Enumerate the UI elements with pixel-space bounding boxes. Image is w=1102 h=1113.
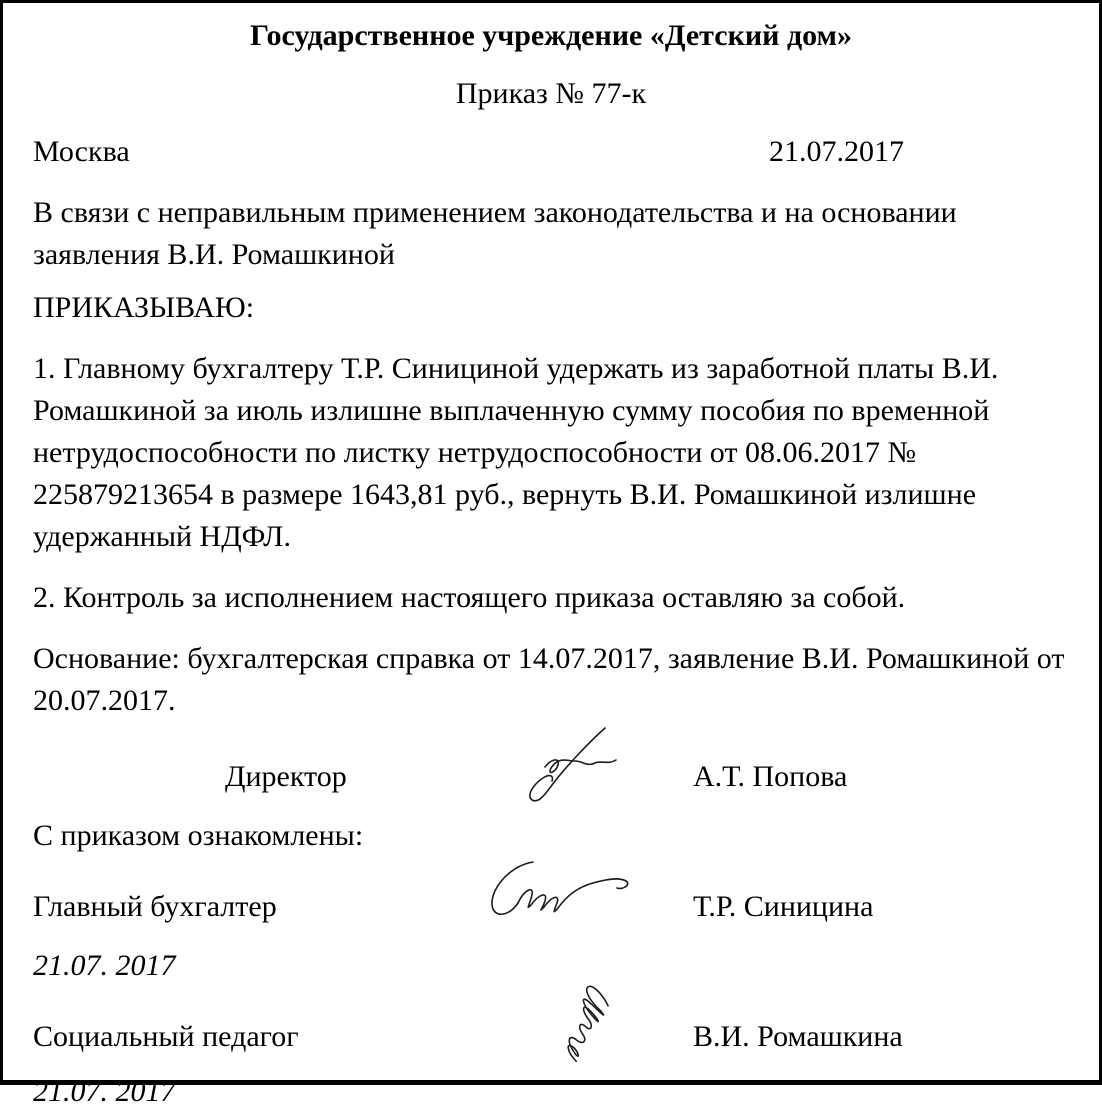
basis-paragraph: Основание: бухгалтерская справка от 14.07.2017, заявление В.И. Ромашкиной от 20.07.2017. bbox=[33, 642, 1065, 717]
accountant-position-label: Главный бухгалтер bbox=[33, 890, 277, 923]
order-item-1: 1. Главному бухгалтеру Т.Р. Синициной удержать из заработной платы В.И. Ромашкиной за июль излишне выплаченную сумму пособия по временной нетрудоспособности по листку нетрудоспособности от 08.06.2017 № 225879213654 в размере 1643,81 руб., вернуть В.И. Ромашкиной излишне удержанный НДФЛ. bbox=[33, 352, 999, 553]
accountant-signature-cell bbox=[483, 874, 693, 916]
pedagog-signature-row bbox=[33, 1004, 1069, 1058]
pedagog-name: В.И. Ромашкина bbox=[693, 1020, 903, 1053]
pedagog-position-label: Социальный педагог bbox=[33, 1020, 299, 1053]
organization-title: Государственное учреждение «Детский дом» bbox=[250, 19, 852, 52]
accountant-signature-icon bbox=[471, 854, 639, 934]
pedagog-ack-date: 21.07. 2017 bbox=[33, 1075, 176, 1108]
director-name: А.Т. Попова bbox=[693, 760, 848, 793]
order-item-2: 2. Контроль за исполнением настоящего приказа оставляю за собой. bbox=[33, 581, 906, 614]
director-position-label: Директор bbox=[225, 760, 347, 793]
director-signature-cell bbox=[483, 744, 693, 786]
accountant-name: Т.Р. Синицина bbox=[693, 890, 874, 923]
preamble-paragraph: В связи с неправильным применением законодательства и на основании заявления В.И. Ромашкиной bbox=[33, 196, 957, 271]
accountant-signature-row bbox=[33, 874, 1069, 928]
director-signature-row bbox=[33, 744, 1069, 798]
pedagog-signature-cell bbox=[483, 1004, 693, 1046]
city-label: Москва bbox=[33, 135, 130, 168]
acknowledged-heading: С приказом ознакомлены: bbox=[33, 819, 364, 852]
director-signature-icon bbox=[501, 720, 623, 808]
order-number-heading: Приказ № 77-к bbox=[455, 77, 647, 110]
city-date-row bbox=[33, 131, 1069, 173]
accountant-ack-date: 21.07. 2017 bbox=[33, 949, 176, 982]
decree-heading: ПРИКАЗЫВАЮ: bbox=[33, 291, 255, 324]
order-date: 21.07.2017 bbox=[769, 135, 904, 168]
